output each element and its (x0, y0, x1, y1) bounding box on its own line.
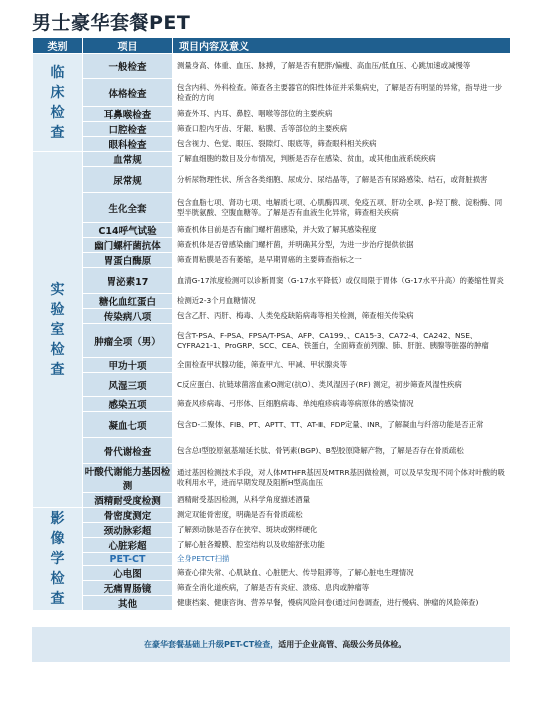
header-item: 项目 (83, 38, 173, 54)
item-content: 筛查心律失常、心肌缺血、心脏肥大、传导阻滞等，了解心脏电生理情况 (173, 566, 511, 581)
item-name: 生化全套 (83, 193, 173, 223)
table-row (33, 553, 511, 566)
table-row (33, 137, 511, 152)
item-content: 筛查外耳、内耳、鼻腔、咽喉等部位的主要疾病 (173, 107, 511, 122)
table-row (33, 538, 511, 553)
item-name: 血常规 (83, 152, 173, 167)
item-name: 胃蛋白酶原 (83, 253, 173, 268)
item-name: 颈动脉彩超 (83, 523, 173, 538)
item-content: 测定双能骨密度，明确是否有骨质疏松 (173, 508, 511, 523)
table-row (33, 581, 511, 596)
header-category: 类别 (33, 38, 83, 54)
category-lab: 实验室检查 (33, 152, 83, 508)
item-name: 骨代谢检查 (83, 438, 173, 464)
table-row (33, 122, 511, 137)
item-content: 通过基因检测技术手段，对人体MTHFR基因及MTRR基因做检测，可以及早发现不同个体对叶酸的吸收利用水平，进而早期发现及阻断H型高血压 (173, 464, 511, 493)
note-tail: 适用于企业高管、高级公务员体检。 (278, 640, 407, 649)
table-row (33, 397, 511, 412)
item-content: 包含D-二聚体、FIB、PT、APTT、TT、AT-Ⅲ、FDP定量、INR，了解凝血与纤溶功能是否正常 (173, 412, 511, 438)
table-row (33, 596, 511, 611)
item-content: 筛查机体目前是否有幽门螺杆菌感染，并大致了解其感染程度 (173, 223, 511, 238)
item-name: 一般检查 (83, 54, 173, 79)
item-content: 包含视力、色觉、眼压、裂隙灯、眼底等，筛查眼科相关疾病 (173, 137, 511, 152)
item-name: 口腔检查 (83, 122, 173, 137)
header-content: 项目内容及意义 (173, 38, 511, 54)
table-header-row (33, 38, 511, 54)
item-content-pet-ct: 全身PETCT扫描 (173, 553, 511, 566)
table-row (33, 373, 511, 397)
item-content: 包含血脂七项、肾功七项、电解质七项、心肌酶四项、免疫五项、肝功全项、β-羟丁酸、淀粉酶、同型半胱氨酸、空腹血糖等。了解是否有血液生化异常，筛查相关疾病 (173, 193, 511, 223)
table-row (33, 54, 511, 79)
item-content: 酒精耐受基因检测，从科学角度描述酒量 (173, 493, 511, 508)
item-name: 胃泌素17 (83, 268, 173, 294)
item-name: 肿瘤全项（男） (83, 324, 173, 358)
item-content: 筛查风疹病毒、弓形体、巨细胞病毒、单纯疱疹病毒等病原体的感染情况 (173, 397, 511, 412)
item-name: 骨密度测定 (83, 508, 173, 523)
upgrade-note (32, 627, 510, 662)
item-name: 无痛胃肠镜 (83, 581, 173, 596)
page-title: 男士豪华套餐PET (32, 12, 191, 34)
item-name: 心电图 (83, 566, 173, 581)
table-row (33, 309, 511, 324)
item-content: 了解颈动脉是否存在狭窄、斑块或粥样硬化 (173, 523, 511, 538)
table-row (33, 324, 511, 358)
table-row (33, 294, 511, 309)
table-row (33, 223, 511, 238)
table-row (33, 412, 511, 438)
category-clinical: 临床检查 (33, 54, 83, 152)
table-row (33, 107, 511, 122)
item-content: 包含乙肝、丙肝、梅毒、人类免疫缺陷病毒等相关检测，筛查相关传染病 (173, 309, 511, 324)
item-content: 分析尿物理性状、所含各类细胞、尿成分、尿结晶等，了解是否有尿路感染、结石，或肾脏损害 (173, 167, 511, 193)
item-name: 耳鼻喉检查 (83, 107, 173, 122)
note-highlight: 在豪华套餐基础上升级PET-CT检查， (144, 640, 279, 649)
item-name: C14呼气试验 (83, 223, 173, 238)
item-content: 检测近2-3个月血糖情况 (173, 294, 511, 309)
table-row (33, 358, 511, 373)
item-name: 其他 (83, 596, 173, 611)
item-name: 尿常规 (83, 167, 173, 193)
item-content: 筛查全消化道疾病，了解是否有炎症、溃疡、息肉或肿瘤等 (173, 581, 511, 596)
item-name: 风湿三项 (83, 373, 173, 397)
item-content: 了解心脏各瓣膜、腔室结构以及收缩舒张功能 (173, 538, 511, 553)
item-content: 测量身高、体重、血压、脉搏，了解是否有肥胖/偏瘦、高血压/低血压、心跳加速或减慢等 (173, 54, 511, 79)
table-row (33, 193, 511, 223)
table-row (33, 167, 511, 193)
package-table (32, 37, 511, 611)
item-name: 感染五项 (83, 397, 173, 412)
table-row (33, 493, 511, 508)
item-name: 凝血七项 (83, 412, 173, 438)
item-name-pet-ct: PET-CT (83, 553, 173, 566)
table-row (33, 523, 511, 538)
item-content: 筛查口腔内牙齿、牙龈、粘膜、舌等部位的主要疾病 (173, 122, 511, 137)
item-content: 了解血细胞的数目及分布情况，判断是否存在感染、贫血，或其他血液系统疾病 (173, 152, 511, 167)
item-content: 血清G-17浓度检测可以诊断胃窦（G-17水平降低）或仅局限于胃体（G-17水平升高）的萎缩性胃炎 (173, 268, 511, 294)
category-imaging: 影像学检查 (33, 508, 83, 611)
item-name: 叶酸代谢能力基因检测 (83, 464, 173, 493)
item-name: 传染病八项 (83, 309, 173, 324)
item-name: 糖化血红蛋白 (83, 294, 173, 309)
item-name: 体格检查 (83, 79, 173, 107)
item-content: 包含T-PSA、F-PSA、FPSA/T-PSA、AFP、CA199、、CA15-3、CA72-4、CA242、NSE、CYFRA21-1、ProGRP、SCC、CEA、铁蛋白，全面筛查前列腺、肺、肝脏、胰腺等脏器的肿瘤 (173, 324, 511, 358)
table-row (33, 79, 511, 107)
item-content: 全面检查甲状腺功能，筛查甲亢、甲减、甲状腺炎等 (173, 358, 511, 373)
item-name: 酒精耐受度检测 (83, 493, 173, 508)
table-row (33, 464, 511, 493)
item-content: 筛查机体是否曾感染幽门螺杆菌，并明确其分型，为进一步治疗提供依据 (173, 238, 511, 253)
table-row (33, 268, 511, 294)
item-content: 包含内科、外科检查。筛查各主要器官的阳性体征并采集病史，了解是否有明显的异常，指导进一步检查的方向 (173, 79, 511, 107)
table-row (33, 152, 511, 167)
item-content: 健康档案、健康咨询、营养早餐，慢病风险问卷(通过问卷调查，进行慢病、肿瘤的风险筛查) (173, 596, 511, 611)
item-name: 眼科检查 (83, 137, 173, 152)
table-row (33, 238, 511, 253)
item-name: 甲功十项 (83, 358, 173, 373)
table-row (33, 508, 511, 523)
item-content: 筛查胃粘膜是否有萎缩，是早期胃癌的主要筛查指标之一 (173, 253, 511, 268)
item-name: 幽门螺杆菌抗体 (83, 238, 173, 253)
item-content: C反应蛋白、抗链球菌溶血素O测定(抗O）、类风湿因子(RF) 测定，初步筛查风湿性疾病 (173, 373, 511, 397)
table-row (33, 566, 511, 581)
item-content: 包含总I型胶原氨基端延长肽、骨钙素(BGP)、B型胶原降解产物，了解是否存在骨质疏松 (173, 438, 511, 464)
item-name: 心脏彩超 (83, 538, 173, 553)
table-row (33, 253, 511, 268)
table-row (33, 438, 511, 464)
